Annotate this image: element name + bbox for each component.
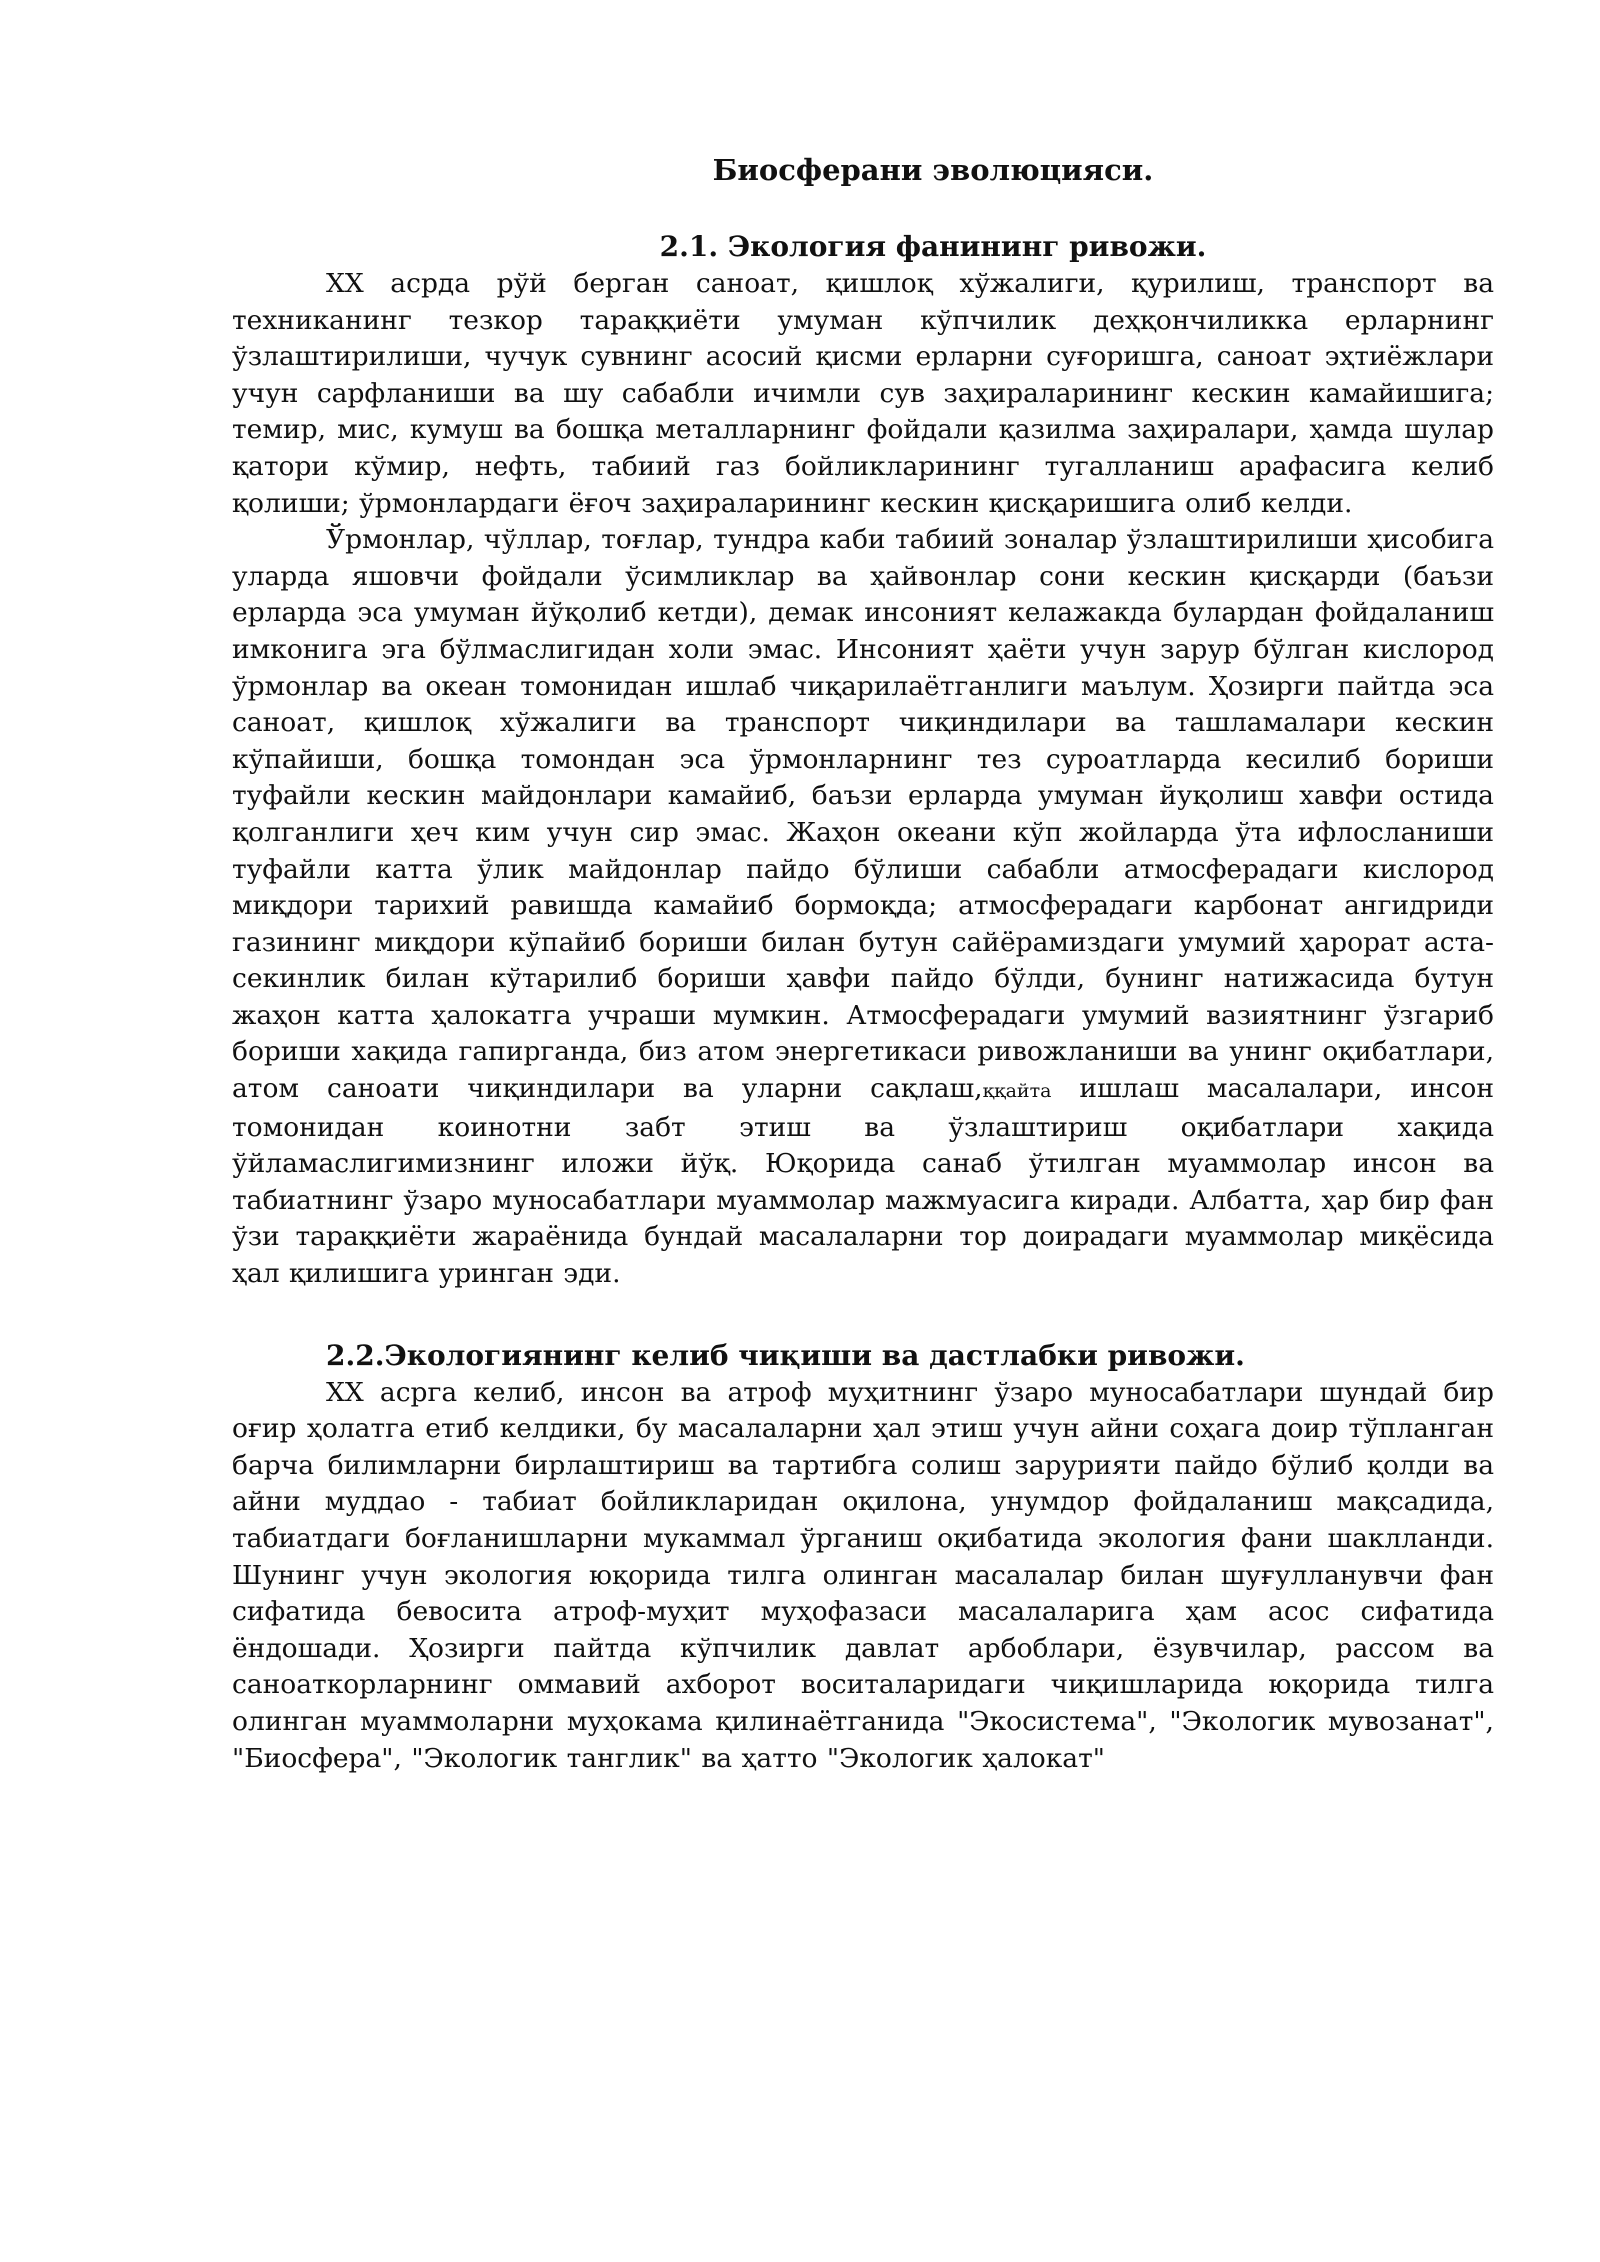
section-heading-2-2: 2.2.Экологиянинг келиб чиқиши ва дастлабки ривожи. (326, 1338, 1245, 1372)
section-heading-2-1: 2.1. Экология фанининг ривожи. (659, 230, 1207, 263)
section-2-1-paragraph-1: ХХ асрда рўй берган саноат, қишлоқ хўжалиги, қурилиш, транспорт ва техниканинг тезкор тараққиёти умуман кўпчилик деҳқончиликка ерларнинг ўзлаштирилиши, чучук сувнинг асосий қисми ерларни суғоришга, саноат эҳтиёжлари учун сарфланиши ва шу сабабли ичимли сув заҳираларининг кескин камайишига; темир, мис, кумуш ва бошқа металларнинг фойдали қазилма заҳиралари, ҳамда шулар қатори кўмир, нефть, табиий газ бойликларининг тугалланиш арафасига келиб қолиши; ўрмонлардаги ёғоч заҳираларининг кескин қисқаришига олиб келди. (232, 268, 1494, 519)
section-gap (232, 1293, 1494, 1337)
paragraph-text: ишлаш масалалари, инсон томонидан коинотни забт этиш ва ўзлаштириш оқибатлари хақида ўйламаслигимизнинг иложи йўқ. Юқорида санаб ўтилган муаммолар инсон ва табиатнинг ўзаро муносабатлари муаммолар мажмуасига киради. Албатта, ҳар бир фан ўзи тараққиёти жараёнида бундай масалаларни тор доирадаги муаммолар миқёсида ҳал қилишига уринган эди. (232, 1073, 1494, 1290)
document-page (232, 150, 1494, 1777)
section-2-1-paragraph-2 (232, 522, 1494, 1292)
paragraph-small-text: ққайта (982, 1080, 1052, 1103)
section-2-2-paragraph-1: ХХ асрга келиб, инсон ва атроф муҳитнинг ўзаро муносабатлари шундай бир оғир ҳолатга етиб келдики, бу масалаларни ҳал этиш учун айни соҳага доир тўпланган барча билимларни бирлаштириш ва тартибга солиш зарурияти пайдо бўлиб қолди ва айни муддао - табиат бойликларидан оқилона, унумдор фойдаланиш мақсадида, табиатдаги боғланишларни мукаммал ўрганиш оқибатида экология фани шаклланди. Шунинг учун экология юқорида тилга олинган масалалар билан шуғулланувчи фан сифатида бевосита атроф-муҳит муҳофазаси масалаларига ҳам асос сифатида ёндошади. Ҳозирги пайтда кўпчилик давлат арбоблари, ёзувчилар, рассом ва саноаткорларнинг оммавий ахборот воситаларидаги чиқишларида юқорида тилга олинган муаммоларни муҳокама қилинаётганида "Экосистема", "Экологик мувозанат", "Биосфера", "Экологик танглик" ва ҳатто "Экологик ҳалокат" (232, 1376, 1494, 1774)
paragraph-text: Ўрмонлар, чўллар, тоғлар, тундра каби табиий зоналар ўзлаштирилиши ҳисобига уларда яшовчи фойдали ўсимликлар ва ҳайвонлар сони кескин қисқарди (баъзи ерларда эса умуман йўқолиб кетди), демак инсоният келажакда булардан фойдаланиш имконига эга бўлмаслигидан холи эмас. Инсоният ҳаёти учун зарур бўлган кислород ўрмонлар ва океан томонидан ишлаб чиқарилаётганлиги маълум. Ҳозирги пайтда эса саноат, қишлоқ хўжалиги ва транспорт чиқиндилари ва ташламалари кескин кўпайиши, бошқа томондан эса ўрмонларнинг тез суроатларда кесилиб бориши туфайли кескин майдонлари камайиб, баъзи ерларда умуман йуқолиш хавфи остида қолганлиги ҳеч ким учун сир эмас. Жаҳон океани кўп жойларда ўта ифлосланиши туфайли катта ўлик майдонлар пайдо бўлиши сабабли атмосферадаги кислород миқдори тарихий равишда камайиб бормоқда; атмосферадаги карбонат ангидриди газининг миқдори кўпайиб бориши билан бутун сайёрамиздаги умумий ҳарорат аста-секинлик билан кўтарилиб бориши ҳавфи пайдо бўлди, бунинг натижасида бутун жаҳон катта ҳалокатга учраши мумкин. Атмосферадаги умумий вазиятнинг ўзгариб бориши хақида гапирганда, биз атом энергетикаси ривожланиши ва унинг оқибатлари, атом саноати чиқиндилари ва уларни сақлаш, (232, 524, 1494, 1105)
document-title: Биосферани эволюцияси. (712, 153, 1154, 187)
